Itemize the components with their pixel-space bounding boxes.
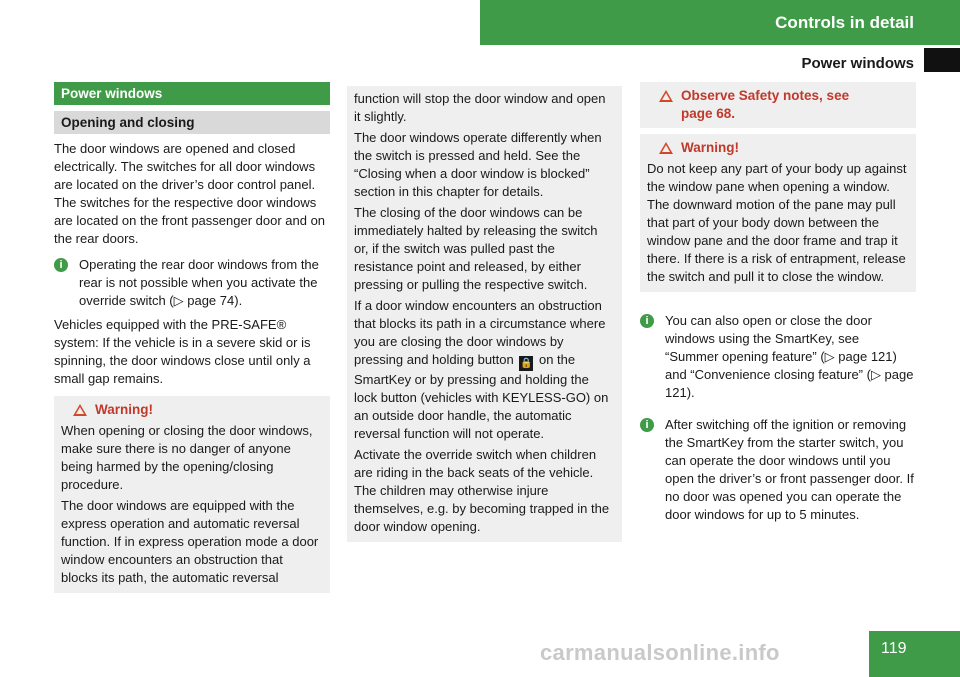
info-icon: i [640, 418, 654, 432]
warning-text: Activate the override switch when children are riding in the back seats of the vehicle. The children may otherwise injure themselves, e.g. by becoming trapped in the door window opening. [354, 447, 610, 534]
warning-text: The door windows operate differently when the switch is pressed and held. See the “Closing when a door window is blocked” section in this chapter for details. [354, 130, 602, 199]
info-note [54, 256, 330, 310]
info-text: You can also open or close the door windows using the SmartKey, see “Summer opening feature” (▷ page 121) and “Convenience closing feature” (▷ page 121). [665, 313, 914, 400]
safety-box [640, 82, 916, 128]
section-title: Power windows [801, 55, 914, 72]
info-note [640, 416, 916, 524]
warning-triangle-icon [659, 142, 673, 154]
info-text: After switching off the ignition or removing the SmartKey from the starter switch, you can operate the door windows until you open the driver’s or front passenger door. If no door was opened you can operate the door windows for up to 5 minutes. [665, 417, 914, 522]
warning-text: The door windows are equipped with the express operation and automatic reversal function. If in express operation mode a door window encounters an obstruction that blocks its path, the automatic reversal [61, 498, 319, 585]
chapter-title: Controls in detail [775, 13, 914, 32]
section-heading: Power windows [54, 82, 330, 105]
subsection-heading: Opening and closing [54, 111, 330, 134]
warning-title: Warning! [681, 140, 739, 155]
safety-heading [647, 87, 909, 123]
warning-text: function will stop the door window and open it slightly. [354, 91, 606, 124]
header-tab-marker [924, 48, 960, 72]
warning-text: Do not keep any part of your body up against the window pane when opening a window. The downward motion of the pane may pull that part of your body down between the window pane and the door frame and trap it there. If there is a risk of entrapment, release the switch and pull it to close the window. [647, 161, 907, 284]
page-number: 119 [869, 631, 960, 677]
warning-title: Warning! [95, 402, 153, 417]
paragraph: Vehicles equipped with the PRE-SAFE® system: If the vehicle is in a severe skid or is spinning, the door windows close until only a small gap remains. [54, 317, 311, 386]
paragraph: The door windows are opened and closed electrically. The switches for all door windows are located on the driver’s door control panel. The switches for the respective door windows are located on the front passenger door and on the rear doors. [54, 141, 326, 246]
warning-triangle-icon [659, 90, 673, 102]
safety-title: Observe Safety notes, see page 68. [681, 88, 850, 121]
warning-text-part: If a door window encounters an obstruction that blocks its path in a circumstance where you are closing the door windows by pressing and holding button [354, 298, 606, 367]
warning-text: When opening or closing the door windows, make sure there is no danger of anyone being harmed by the opening/closing procedure. [61, 423, 313, 492]
column-2 [347, 86, 622, 542]
warning-text-part: on the SmartKey or by pressing and holding the lock button (vehicles with KEYLESS-GO) on an outside door handle, the automatic reversal function will not operate. [354, 352, 609, 441]
watermark: carmanualsonline.info [540, 640, 780, 665]
warning-heading [61, 401, 323, 419]
warning-box [54, 396, 330, 593]
column-3 [640, 82, 916, 524]
warning-heading [647, 139, 909, 157]
column-1 [54, 82, 330, 593]
info-note [640, 312, 916, 402]
warning-text: The closing of the door windows can be immediately halted by releasing the switch or, if the switch was pulled past the resistance point and released, by either pressing or pulling the respective switch. [354, 205, 598, 292]
warning-triangle-icon [73, 404, 87, 416]
warning-box-continued [347, 86, 622, 542]
warning-box [640, 134, 916, 292]
info-text: Operating the rear door windows from the rear is not possible when you activate the override switch (▷ page 74). [79, 257, 319, 308]
info-icon: i [54, 258, 68, 272]
lock-icon: 🔒 [520, 358, 533, 369]
warning-text [354, 297, 615, 443]
info-icon: i [640, 314, 654, 328]
